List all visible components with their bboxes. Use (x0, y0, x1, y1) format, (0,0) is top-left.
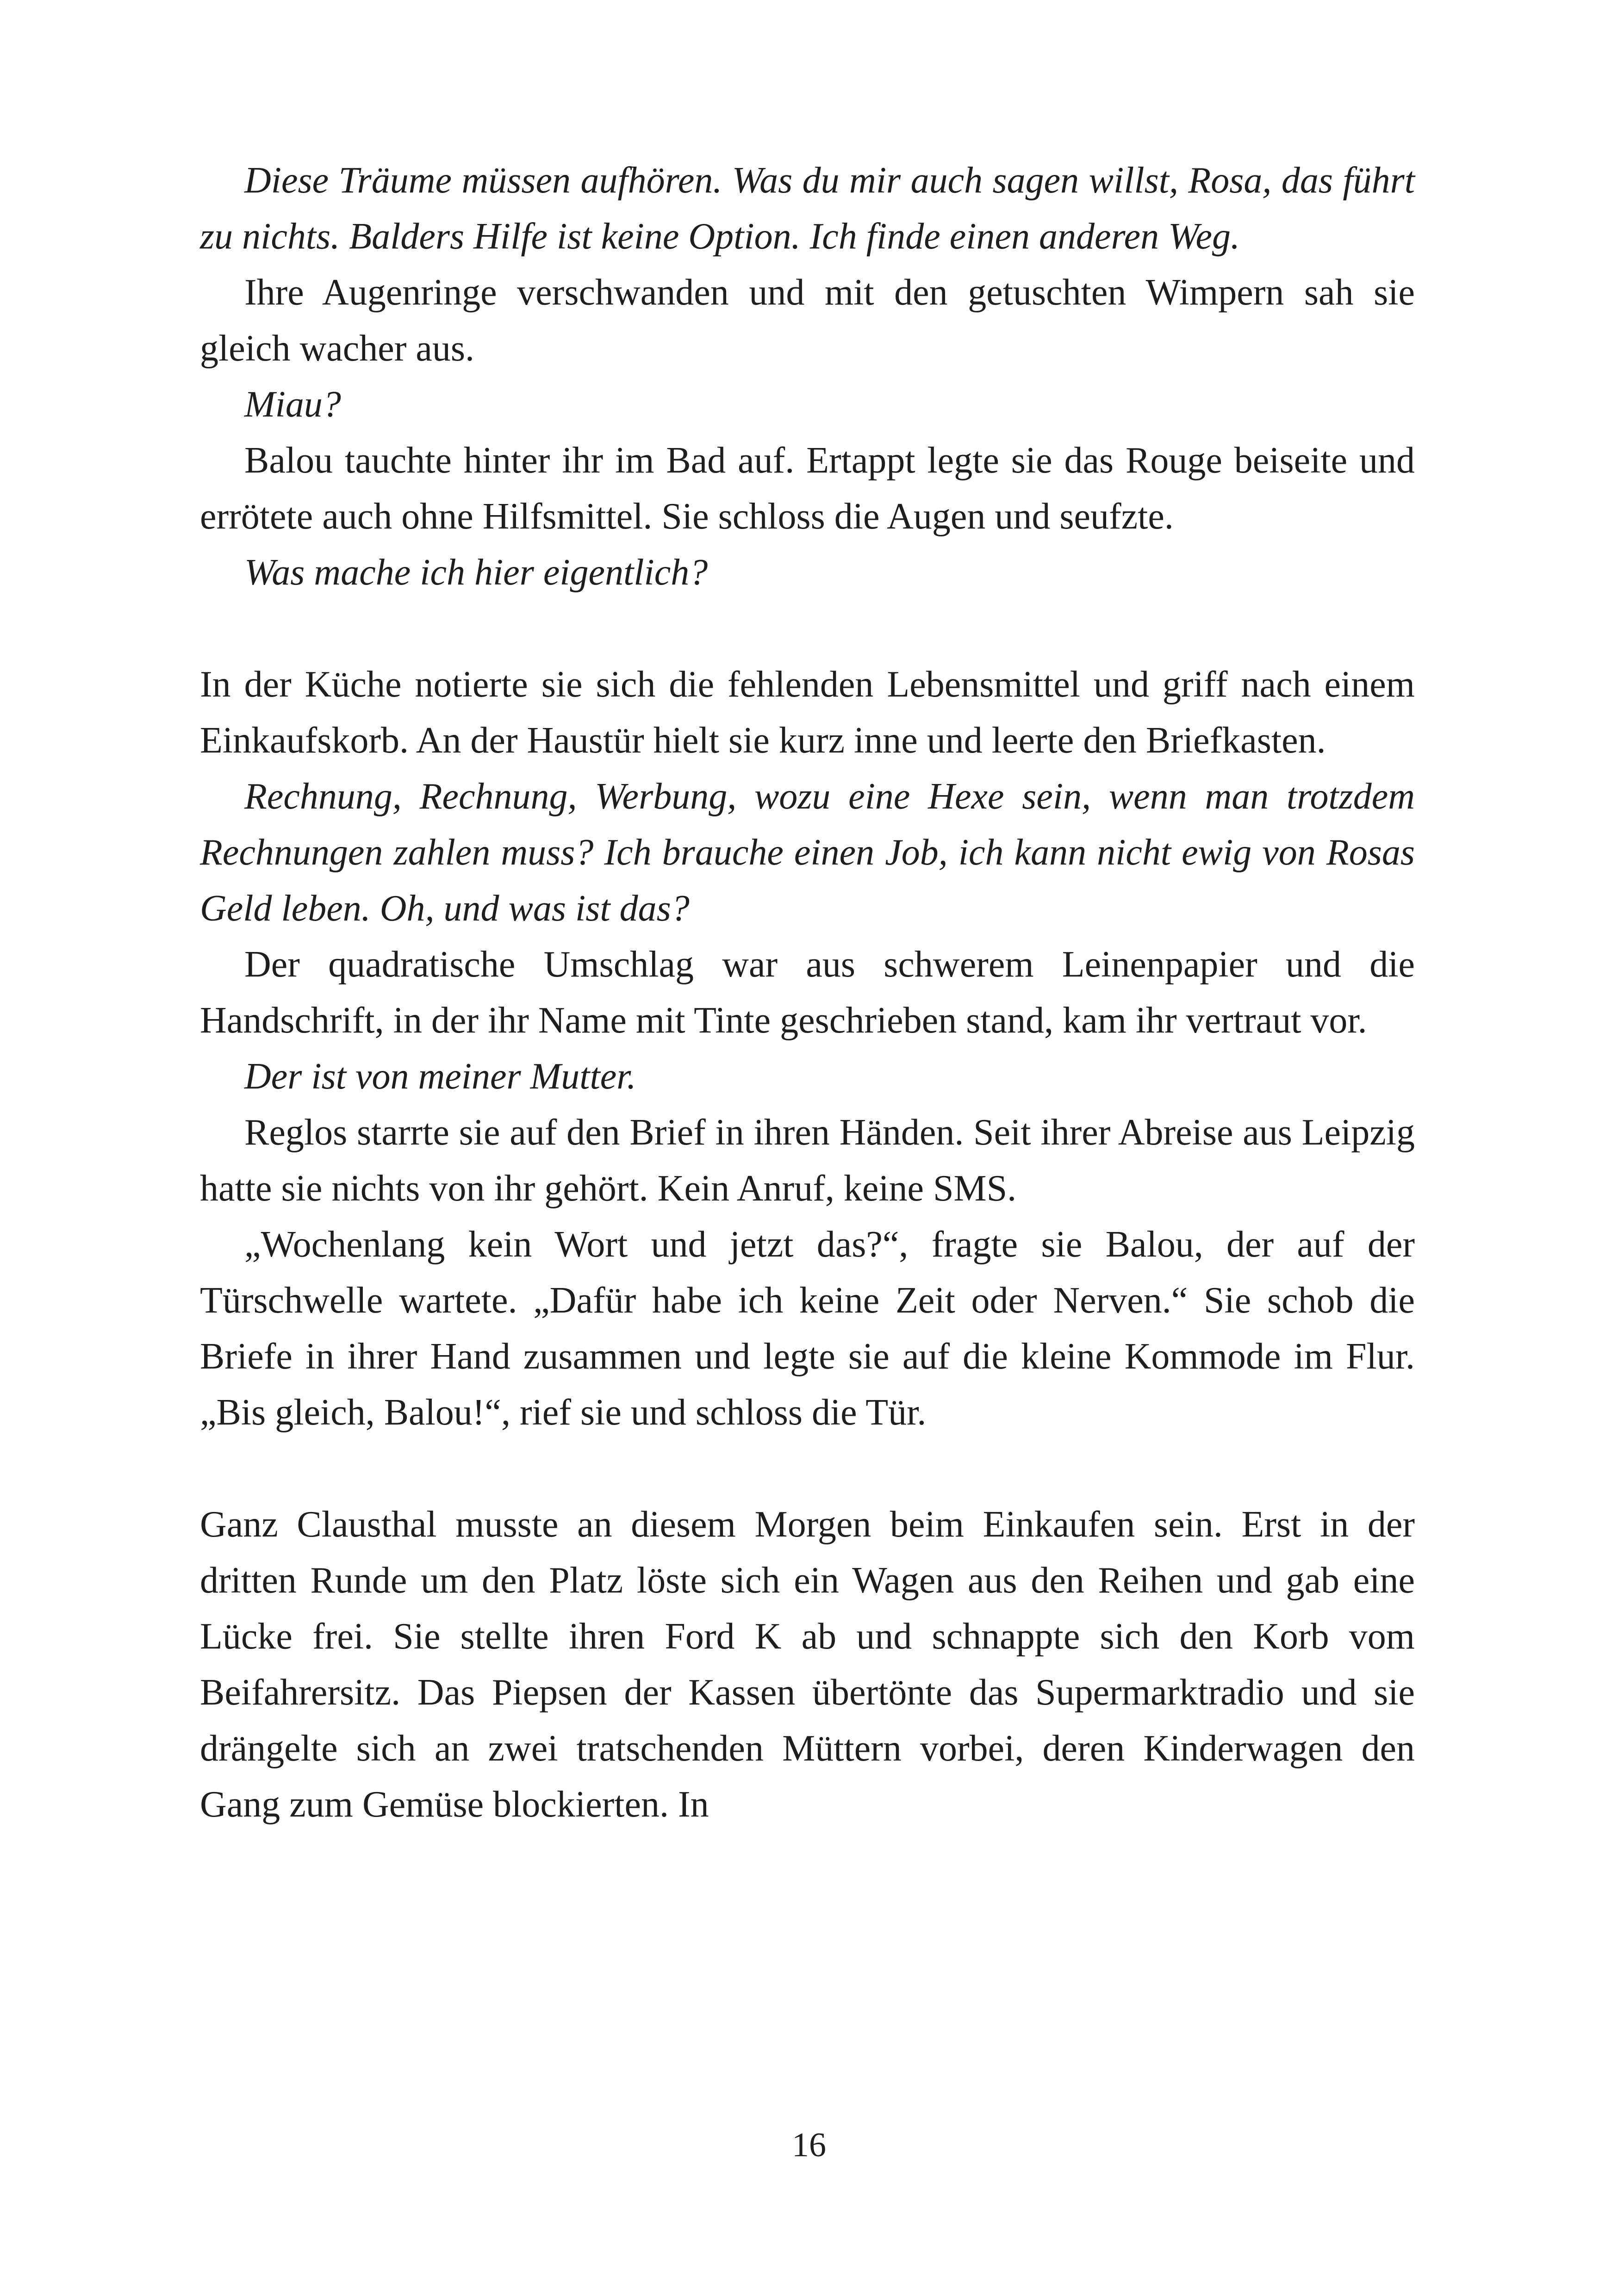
thought-paragraph: Was mache ich hier eigentlich? (244, 552, 708, 593)
thought-paragraph: Diese Träume müssen aufhören. Was du mir auch sagen willst, Rosa, das führt zu nichts. Balders Hilfe ist keine Option. Ich finde einen anderen Weg. (200, 160, 1415, 257)
body-paragraph: Ganz Clausthal musste an diesem Morgen beim Einkaufen sein. Erst in der dritten Runde um den Platz löste sich ein Wagen aus den Reihen und gab eine Lücke frei. Sie stellte ihren Ford K ab und schnappte sich den Korb vom Beifahrersitz. Das Piepsen der Kassen übertönte das Supermarktradio und sie drängelte sich an zwei tratschenden Müttern vorbei, deren Kinderwagen den Gang zum Gemüse blockierten. In (200, 1504, 1415, 1825)
thought-paragraph: Der ist von meiner Mutter. (244, 1056, 636, 1097)
page-number: 16 (792, 2126, 826, 2164)
body-paragraph: Balou tauchte hinter ihr im Bad auf. Ertappt legte sie das Rouge beiseite und errötete auch ohne Hilfsmittel. Sie schloss die Augen und seufzte. (200, 440, 1415, 537)
body-paragraph: Ihre Augenringe verschwanden und mit den getuschten Wimpern sah sie gleich wacher aus. (200, 272, 1415, 369)
body-paragraph: Der quadratische Umschlag war aus schwerem Leinenpapier und die Handschrift, in der ihr Name mit Tinte geschrieben stand, kam ihr vertraut vor. (200, 944, 1415, 1041)
body-paragraph: In der Küche notierte sie sich die fehlenden Lebensmittel und griff nach einem Einkaufskorb. An der Haustür hielt sie kurz inne und leerte den Briefkasten. (200, 664, 1415, 761)
body-paragraph: Reglos starrte sie auf den Brief in ihren Händen. Seit ihrer Abreise aus Leipzig hatte sie nichts von ihr gehört. Kein Anruf, keine SMS. (200, 1112, 1415, 1209)
thought-paragraph: Rechnung, Rechnung, Werbung, wozu eine Hexe sein, wenn man trotzdem Rechnungen zahlen muss? Ich brauche einen Job, ich kann nicht ewig von Rosas Geld leben. Oh, und was ist das? (200, 776, 1415, 929)
text-block (200, 153, 1415, 1833)
thought-paragraph: Miau? (244, 384, 341, 425)
body-paragraph: „Wochenlang kein Wort und jetzt das?“, fragte sie Balou, der auf der Türschwelle wartete. „Dafür habe ich keine Zeit oder Nerven.“ Sie schob die Briefe in ihrer Hand zusammen und legte sie auf die kleine Kommode im Flur. „Bis gleich, Balou!“, rief sie und schloss die Tür. (200, 1224, 1415, 1433)
